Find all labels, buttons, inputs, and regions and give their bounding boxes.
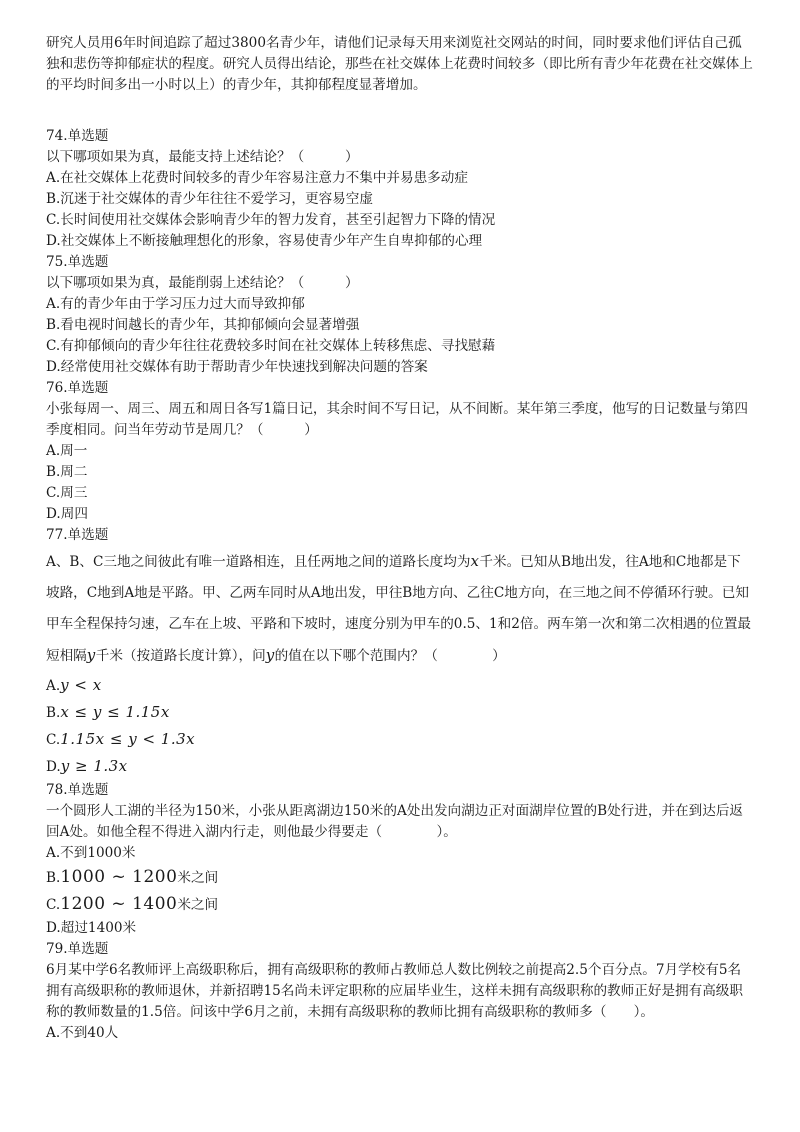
option-a: A.不到1000米 bbox=[46, 845, 136, 861]
option-formula: y < x bbox=[60, 676, 102, 694]
question-heading: 76.单选题 bbox=[46, 380, 109, 396]
option-b: B.周二 bbox=[46, 464, 88, 480]
option-c: C.有抑郁倾向的青少年往往花费较多时间在社交媒体上转移焦虑、寻找慰藉 bbox=[46, 338, 496, 354]
option-label: C. bbox=[46, 732, 61, 748]
question-stem: 以下哪项如果为真，最能支持上述结论？（ ） bbox=[46, 149, 359, 165]
option-a: A.周一 bbox=[46, 443, 88, 459]
option-c bbox=[46, 726, 754, 753]
option-a: A.在社交媒体上花费时间较多的青少年容易注意力不集中并易患多动症 bbox=[46, 170, 468, 186]
option-label: D. bbox=[46, 759, 61, 775]
question-74 bbox=[46, 126, 754, 252]
option-suffix: 米之间 bbox=[177, 897, 219, 913]
question-heading: 78.单选题 bbox=[46, 782, 109, 798]
question-77 bbox=[46, 525, 754, 780]
option-label: C. bbox=[46, 897, 61, 913]
question-78 bbox=[46, 780, 754, 939]
option-suffix: 米之间 bbox=[177, 870, 219, 886]
option-c: C.长时间使用社交媒体会影响青少年的智力发育，甚至引起智力下降的情况 bbox=[46, 212, 496, 228]
question-heading: 79.单选题 bbox=[46, 941, 109, 957]
question-heading: 75.单选题 bbox=[46, 254, 109, 270]
stem-part: 千米。已知从B地出发，往A地和C地都是下坡路，C地到A地是平路。甲、乙两车同时从A地出发，甲往B地方向、乙往C地方向，在三地之间不停循环行驶。已知甲车全程保持匀速，乙车在上坡、平路和下坡时，速度分别为甲车的0.5、1和2倍。两车第一次和第二次相遇的位置最短相隔 bbox=[46, 554, 752, 664]
option-d bbox=[46, 753, 754, 780]
option-a: A.有的青少年由于学习压力过大而导致抑郁 bbox=[46, 296, 305, 312]
question-75 bbox=[46, 252, 754, 378]
stem-part: 的值在以下哪个范围内？（ ） bbox=[274, 648, 506, 664]
option-formula: x ≤ y ≤ 1.15x bbox=[60, 703, 170, 721]
option-b: B.看电视时间越长的青少年，其抑郁倾向会显著增强 bbox=[46, 317, 360, 333]
question-heading: 77.单选题 bbox=[46, 527, 109, 543]
question-76 bbox=[46, 378, 754, 525]
spacer bbox=[46, 96, 754, 126]
stem-part: A、B、C三地之间彼此有唯一道路相连，且任两地之间的道路长度均为 bbox=[46, 554, 471, 570]
option-label: A. bbox=[46, 678, 61, 694]
option-a bbox=[46, 672, 754, 699]
stem-part: 千米（按道路长度计算），问 bbox=[95, 648, 266, 664]
option-formula: 1000 ~ 1200 bbox=[60, 867, 178, 887]
question-stem: 以下哪项如果为真，最能削弱上述结论？（ ） bbox=[46, 275, 359, 291]
option-label: B. bbox=[46, 705, 61, 721]
variable-y: y bbox=[86, 646, 96, 664]
question-heading: 74.单选题 bbox=[46, 128, 109, 144]
question-stem: 小张每周一、周三、周五和周日各写1篇日记，其余时间不写日记，从不间断。某年第三季度，他写的日记数量与第四季度相同。问当年劳动节是周几？（ ） bbox=[46, 401, 748, 438]
variable-y: y bbox=[265, 646, 275, 664]
option-b: B.沉迷于社交媒体的青少年往往不爱学习，更容易空虚 bbox=[46, 191, 373, 207]
option-formula: 1.15x ≤ y < 1.3x bbox=[60, 730, 196, 748]
option-b bbox=[46, 699, 754, 726]
question-stem: 一个圆形人工湖的半径为150米，小张从距离湖边150米的A处出发向湖边正对面湖岸位置的B处行进，并在到达后返回A处。如他全程不得进入湖内行走，则他最少得要走（ ）。 bbox=[46, 803, 744, 840]
option-a: A.不到40人 bbox=[46, 1025, 119, 1041]
question-stem bbox=[46, 546, 754, 672]
option-formula: y ≥ 1.3x bbox=[60, 757, 128, 775]
option-d: D.超过1400米 bbox=[46, 920, 137, 936]
option-label: B. bbox=[46, 870, 61, 886]
option-formula: 1200 ~ 1400 bbox=[60, 894, 178, 914]
option-c bbox=[46, 891, 754, 918]
option-c: C.周三 bbox=[46, 485, 88, 501]
intro-passage: 研究人员用6年时间追踪了超过3800名青少年，请他们记录每天用来浏览社交网站的时间，同时要求他们评估自己孤独和悲伤等抑郁症状的程度。研究人员得出结论，那些在社交媒体上花费时间较多（即比所有青少年花费在社交媒体上的平均时间多出一小时以上）的青少年，其抑郁程度显著增加。 bbox=[46, 35, 753, 93]
question-79 bbox=[46, 939, 754, 1044]
option-d: D.周四 bbox=[46, 506, 88, 522]
option-d: D.社交媒体上不断接触理想化的形象，容易使青少年产生自卑抑郁的心理 bbox=[46, 233, 483, 249]
question-stem: 6月某中学6名教师评上高级职称后，拥有高级职称的教师占教师总人数比例较之前提高2.5个百分点。7月学校有5名拥有高级职称的教师退休，并新招聘15名尚未评定职称的应届毕业生，这样未拥有高级职称的教师正好是拥有高级职称的教师数量的1.5倍。问该中学6月之前，未拥有高级职称的教师比拥有高级职称的教师多（ ）。 bbox=[46, 962, 743, 1020]
option-d: D.经常使用社交媒体有助于帮助青少年快速找到解决问题的答案 bbox=[46, 359, 428, 375]
option-b bbox=[46, 864, 754, 891]
variable-x: x bbox=[470, 552, 480, 570]
